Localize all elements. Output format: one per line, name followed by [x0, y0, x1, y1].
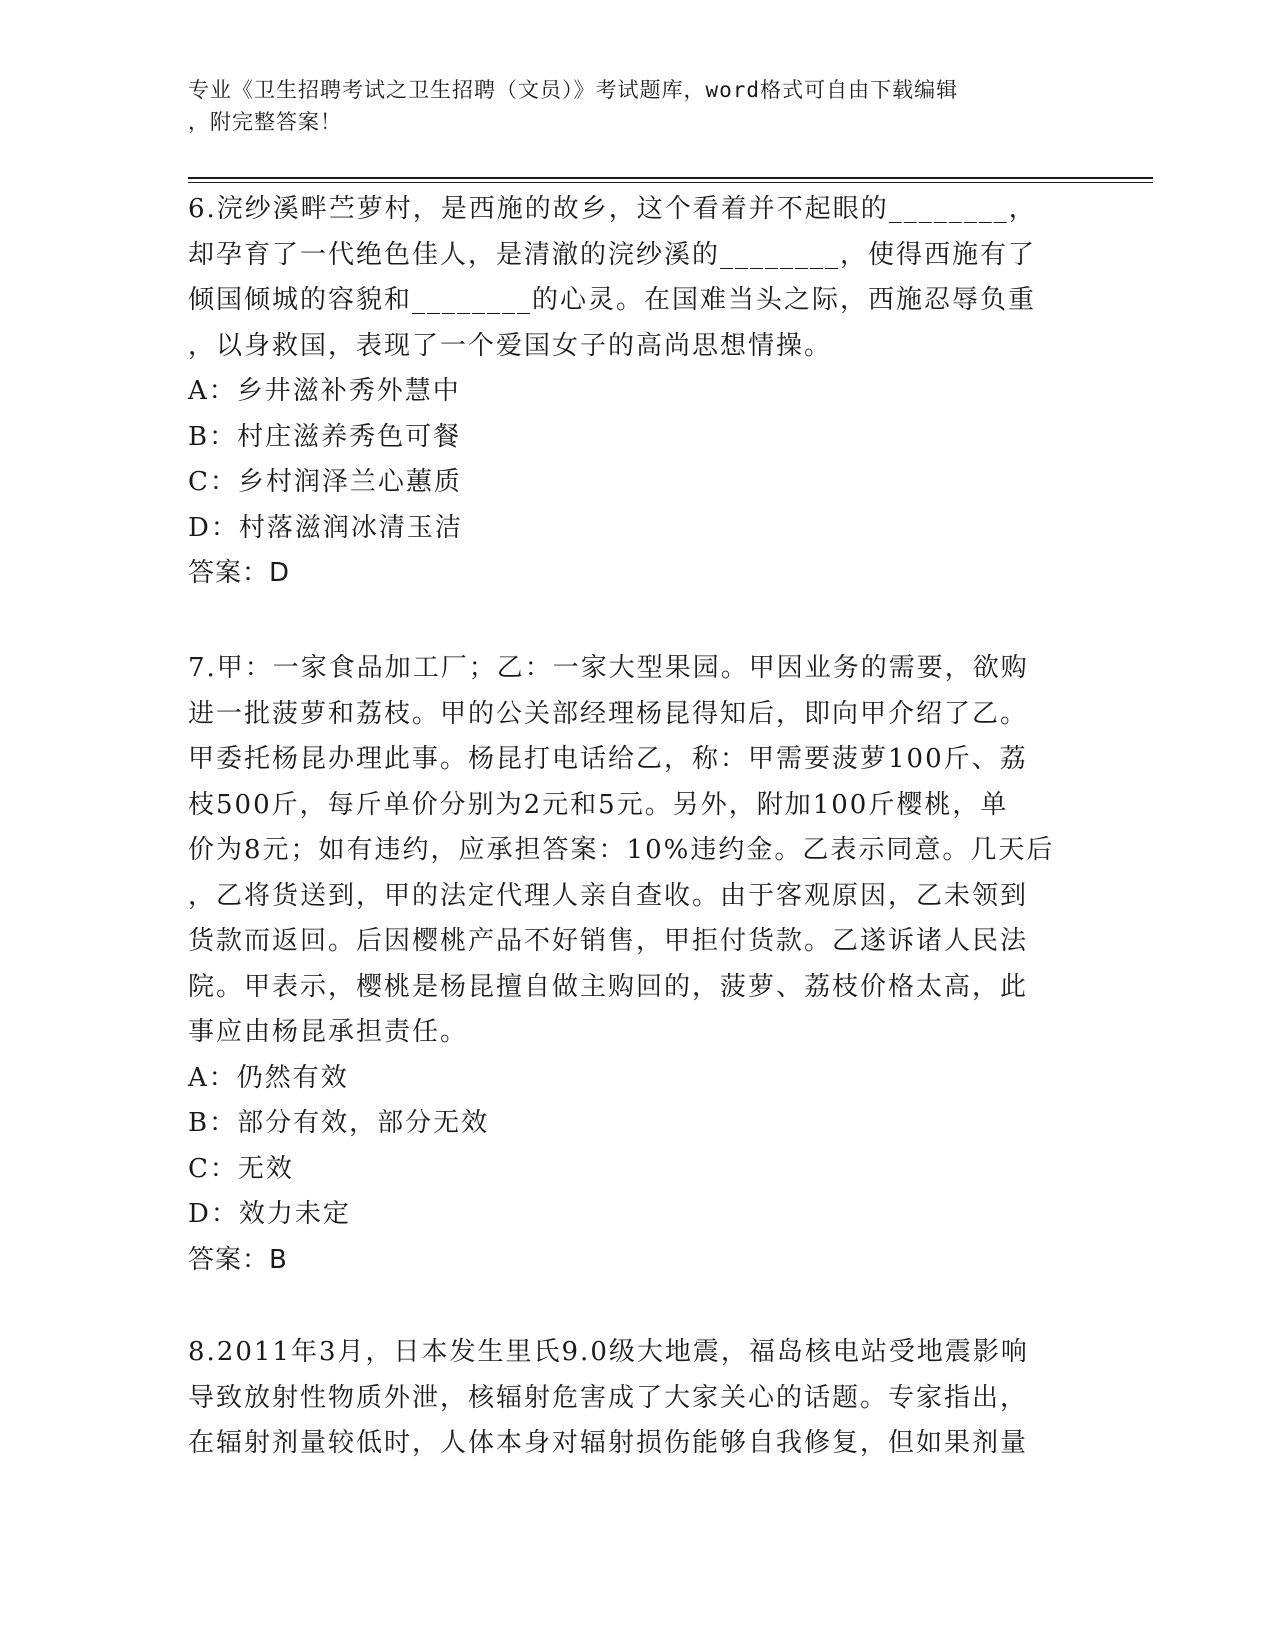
document-header [188, 74, 1088, 138]
question-8 [188, 1330, 1068, 1467]
option-b: B：村庄滋养秀色可餐 [188, 421, 462, 452]
option-c: C：乡村润泽兰心蕙质 [188, 467, 462, 497]
stem-line: 价为8元；如有违约，应承担答案：10%违约金。乙表示同意。几天后 [188, 835, 1055, 865]
stem-line: 甲委托杨昆办理此事。杨昆打电话给乙，称：甲需要菠萝100斤、荔 [188, 744, 1028, 774]
stem-line: 在辐射剂量较低时，人体本身对辐射损伤能够自我修复，但如果剂量 [188, 1428, 1029, 1458]
stem-line: 却孕育了一代绝色佳人，是清澈的浣纱溪的________，使得西施有了 [188, 239, 1037, 270]
stem-line: 枝500斤，每斤单价分别为2元和5元。另外，附加100斤樱桃，单 [188, 789, 1009, 820]
option-a: A：乡井滋补秀外慧中 [188, 376, 461, 406]
stem-line: ，以身救国，表现了一个爱国女子的高尚思想情操。 [188, 330, 833, 361]
stem-line: 6.浣纱溪畔苎萝村，是西施的故乡，这个看着并不起眼的________， [188, 194, 1037, 224]
question-7 [188, 646, 1068, 1283]
option-d: D：效力未定 [188, 1199, 351, 1229]
stem-line: 院。甲表示，樱桃是杨昆擅自做主购回的，菠萝、荔枝价格太高，此 [188, 971, 1029, 1002]
question-stem [188, 1330, 1068, 1467]
option-d: D：村落滋润冰清玉洁 [188, 512, 463, 543]
header-divider-thin [188, 182, 1153, 183]
stem-line: 事应由杨昆承担责任。 [188, 1017, 469, 1047]
header-line-1: 专业《卫生招聘考试之卫生招聘（文员）》考试题库，word格式可自由下载编辑 [188, 78, 959, 102]
stem-line: ，乙将货送到，甲的法定代理人亲自查收。由于客观原因，乙未领到 [188, 880, 1029, 911]
stem-line: 货款而返回。后因樱桃产品不好销售，甲拒付货款。乙遂诉诸人民法 [188, 926, 1029, 956]
question-stem [188, 187, 1068, 369]
option-c: C：无效 [188, 1153, 294, 1184]
stem-line: 倾国倾城的容貌和________的心灵。在国难当头之际，西施忍辱负重 [188, 285, 1037, 315]
stem-line: 8.2011年3月，日本发生里氏9.0级大地震，福岛核电站受地震影响 [188, 1337, 1029, 1367]
header-divider-thick [188, 177, 1153, 179]
header-line-2: ，附完整答案！ [188, 110, 342, 134]
answer-options [188, 369, 1068, 551]
answer-options [188, 1056, 1068, 1238]
question-stem [188, 646, 1068, 1056]
stem-line: 进一批菠萝和荔枝。甲的公关部经理杨昆得知后，即向甲介绍了乙。 [188, 698, 1029, 729]
stem-line: 7.甲：一家食品加工厂；乙：一家大型果园。甲因业务的需要，欲购 [188, 653, 1029, 683]
answer-text: 答案：D [188, 558, 291, 588]
option-a: A：仍然有效 [188, 1062, 349, 1093]
answer-text: 答案：B [188, 1244, 288, 1275]
question-6 [188, 187, 1068, 597]
stem-line: 导致放射性物质外泄，核辐射危害成了大家关心的话题。专家指出， [188, 1382, 1029, 1413]
option-b: B：部分有效，部分无效 [188, 1108, 490, 1138]
